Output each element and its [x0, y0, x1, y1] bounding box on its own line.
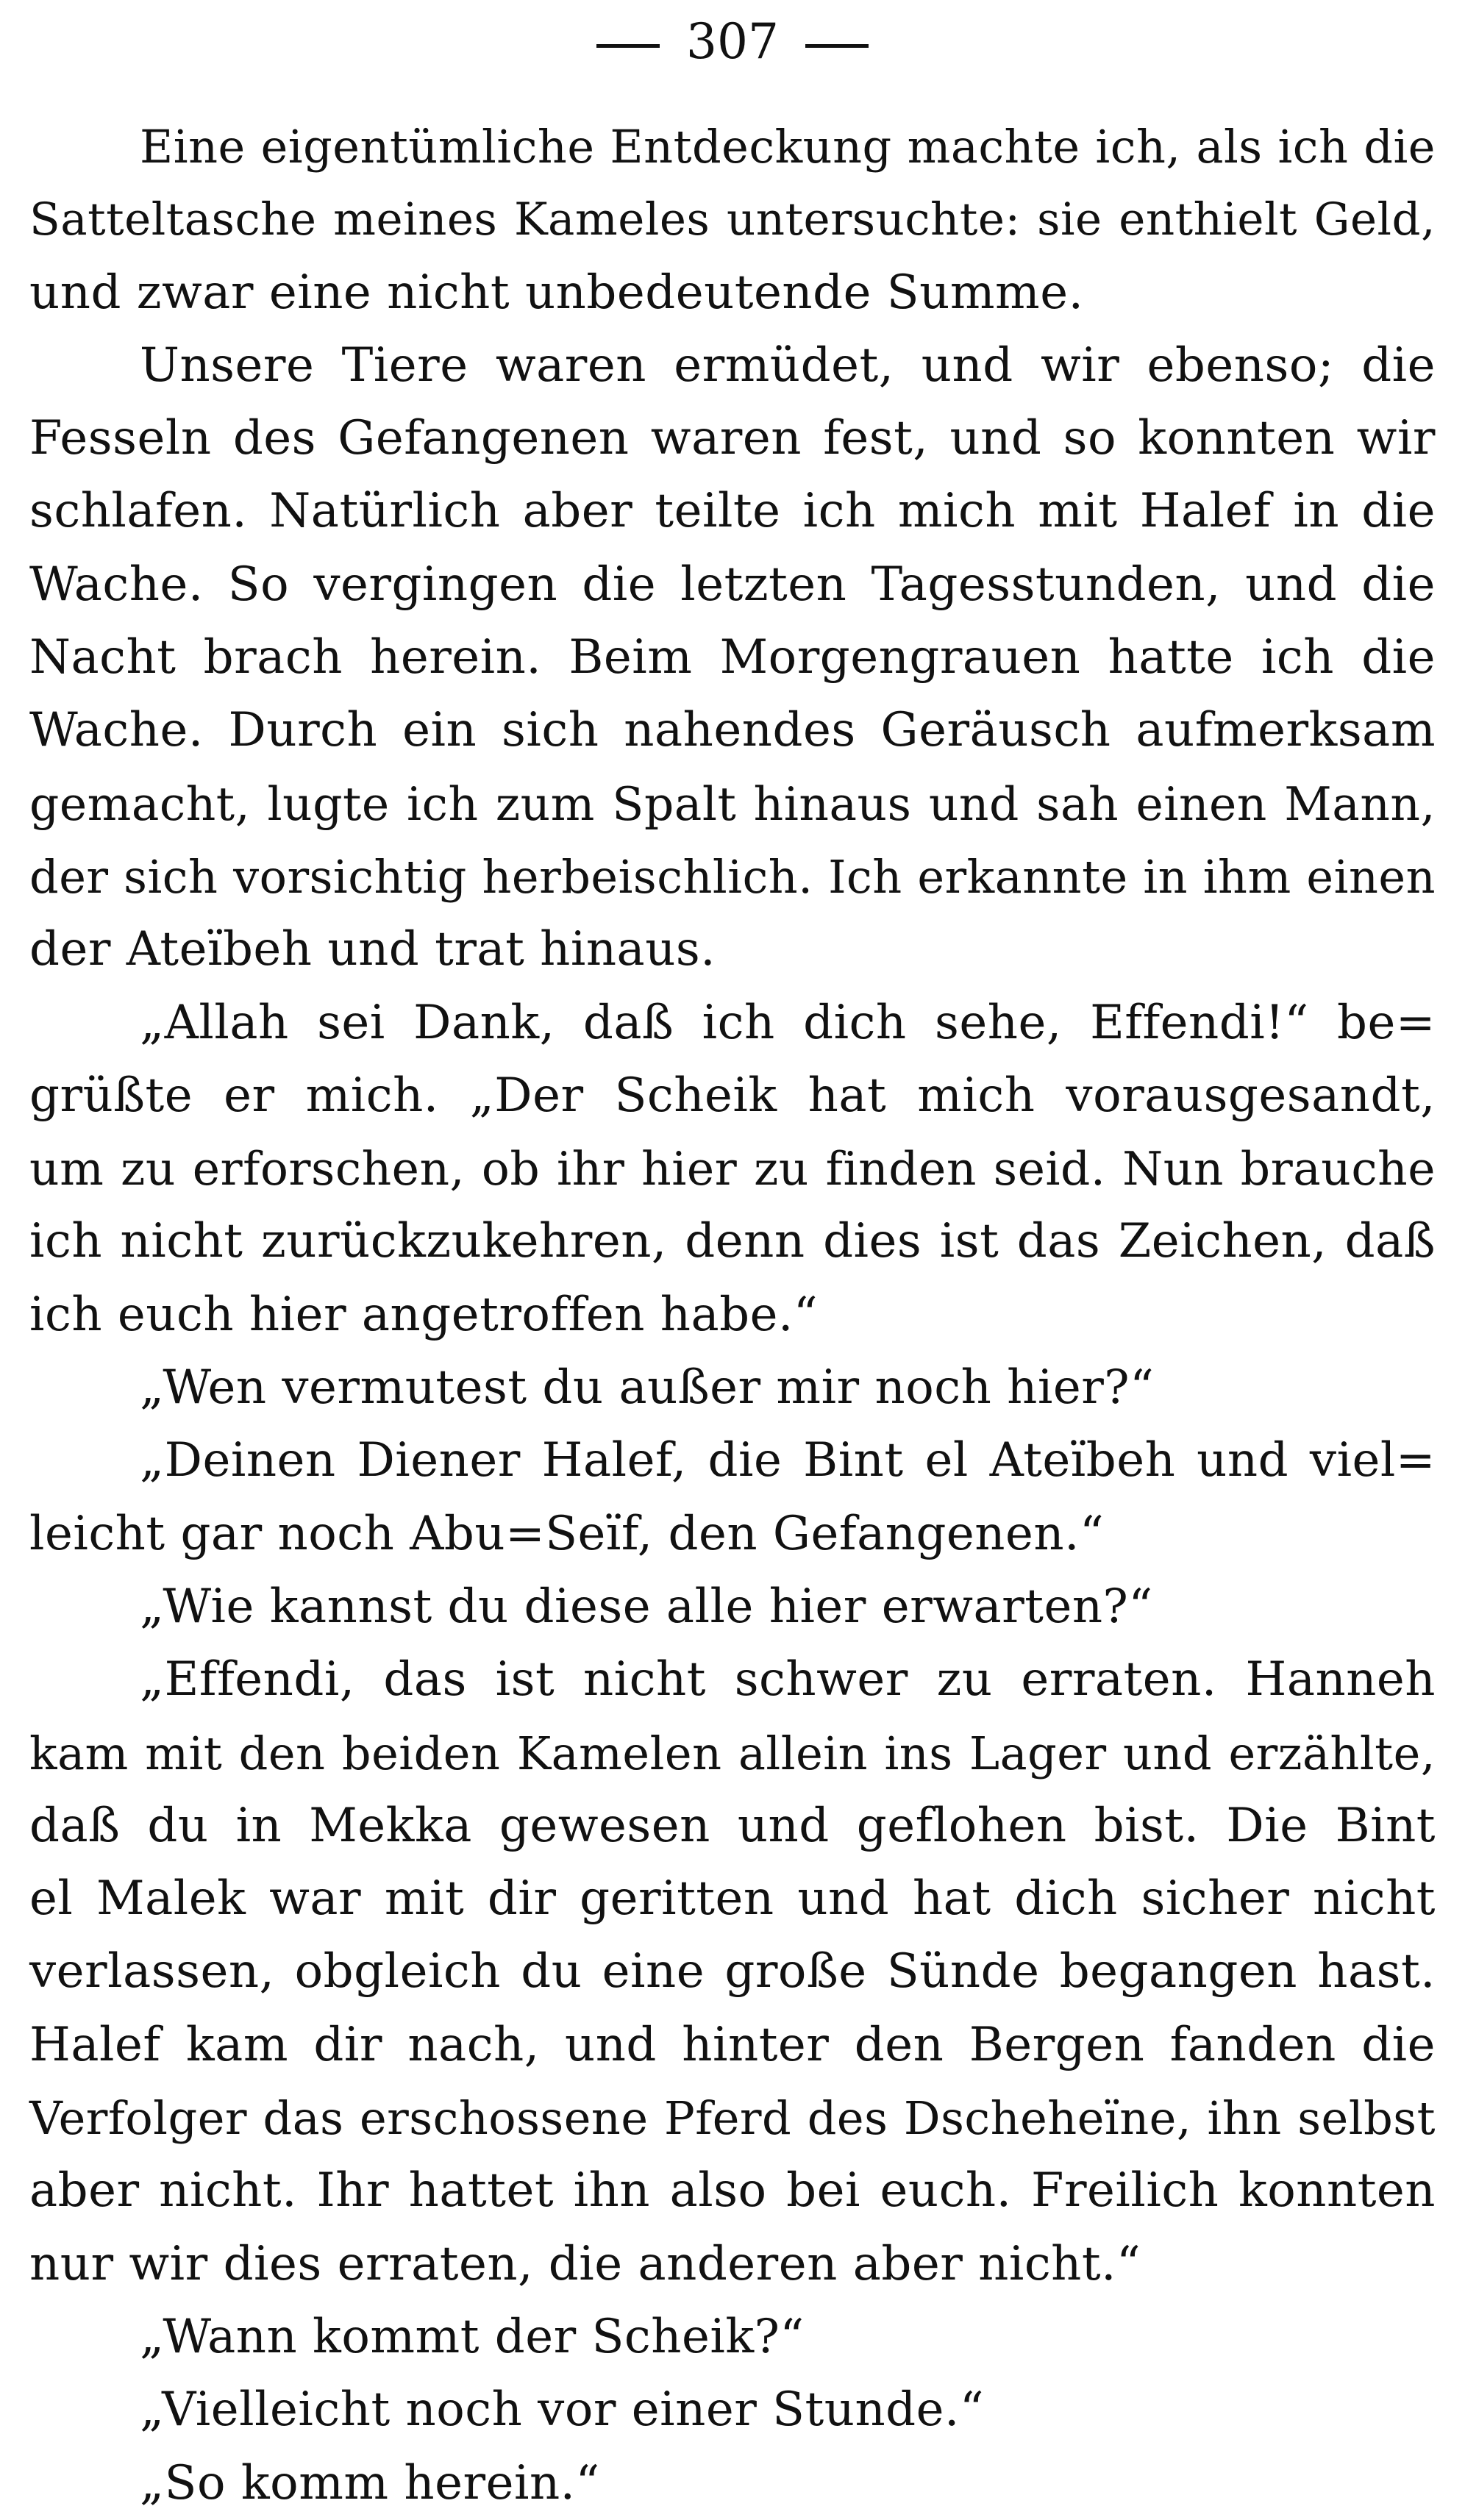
- text-line: der Ateïbeh und trat hinaus.: [29, 922, 716, 977]
- page-header: [0, 9, 1465, 75]
- text-line: „Wen vermutest du außer mir noch hier?“: [140, 1360, 1155, 1416]
- text-line: Wache. So vergingen die letzten Tagesstunden, und die: [29, 557, 1436, 612]
- text-line: kam mit den beiden Kamelen allein ins Lager und erzählte,: [29, 1726, 1436, 1780]
- text-line: „Allah sei Dank, daß ich dich sehe, Effendi!“ be=: [140, 995, 1436, 1050]
- text-line: Satteltasche meines Kameles untersuchte: sie enthielt Geld,: [29, 193, 1436, 246]
- header-dash-left: [596, 44, 660, 48]
- text-line: Eine eigentümliche Entdeckung machte ich, als ich die: [140, 120, 1436, 174]
- text-line: Verfolger das erschossene Pferd des Dscheheïne, ihn selbst: [29, 2091, 1436, 2146]
- text-line: „So komm herein.“: [140, 2455, 600, 2510]
- text-line: und zwar eine nicht unbedeutende Summe.: [29, 265, 1084, 320]
- text-line: „Deinen Diener Halef, die Bint el Ateïbeh und viel=: [140, 1433, 1436, 1488]
- body-text: [29, 110, 1436, 2520]
- header-dash-right: [805, 44, 869, 48]
- text-line: Halef kam dir nach, und hinter den Bergen fanden die: [29, 2017, 1436, 2072]
- text-line: gemacht, lugte ich zum Spalt hinaus und sah einen Mann,: [29, 777, 1436, 831]
- text-line: der sich vorsichtig herbeischlich. Ich erkannte in ihm einen: [29, 849, 1436, 904]
- text-line: „Vielleicht noch vor einer Stunde.“: [140, 2382, 985, 2438]
- text-line: Unsere Tiere waren ermüdet, und wir ebenso; die: [140, 338, 1436, 393]
- text-line: leicht gar noch Abu=Seïf, den Gefangenen.“: [29, 1506, 1105, 1561]
- text-line: „Wie kannst du diese alle hier erwarten?“: [140, 1579, 1153, 1634]
- text-line: schlafen. Natürlich aber teilte ich mich mit Halef in die: [29, 484, 1436, 539]
- text-line: um zu erforschen, ob ihr hier zu finden seid. Nun brauche: [29, 1142, 1436, 1196]
- text-line: „Wann kommt der Scheik?“: [140, 2309, 805, 2364]
- text-line: Nacht brach herein. Beim Morgengrauen hatte ich die: [29, 630, 1436, 685]
- text-line: Wache. Durch ein sich nahendes Geräusch aufmerksam: [29, 703, 1436, 758]
- text-line: ich nicht zurückzukehren, denn dies ist das Zeichen, daß: [29, 1214, 1436, 1269]
- text-line: el Malek war mit dir geritten und hat dich sicher nicht: [29, 1871, 1436, 1927]
- text-line: ich euch hier angetroffen habe.“: [29, 1287, 819, 1342]
- text-line: grüßte er mich. „Der Scheik hat mich vorausgesandt,: [29, 1068, 1436, 1123]
- text-line: verlassen, obgleich du eine große Sünde begangen hast.: [29, 1944, 1436, 1999]
- text-line: nur wir dies erraten, die anderen aber nicht.“: [29, 2236, 1141, 2291]
- text-line: daß du in Mekka gewesen und geflohen bist. Die Bint: [29, 1798, 1436, 1853]
- page-number: 307: [686, 13, 779, 70]
- text-line: aber nicht. Ihr hattet ihn also bei euch. Freilich konnten: [29, 2163, 1436, 2219]
- text-line: Fesseln des Gefangenen waren fest, und so konnten wir: [29, 411, 1436, 466]
- text-line: „Effendi, das ist nicht schwer zu erraten. Hanneh: [140, 1652, 1436, 1707]
